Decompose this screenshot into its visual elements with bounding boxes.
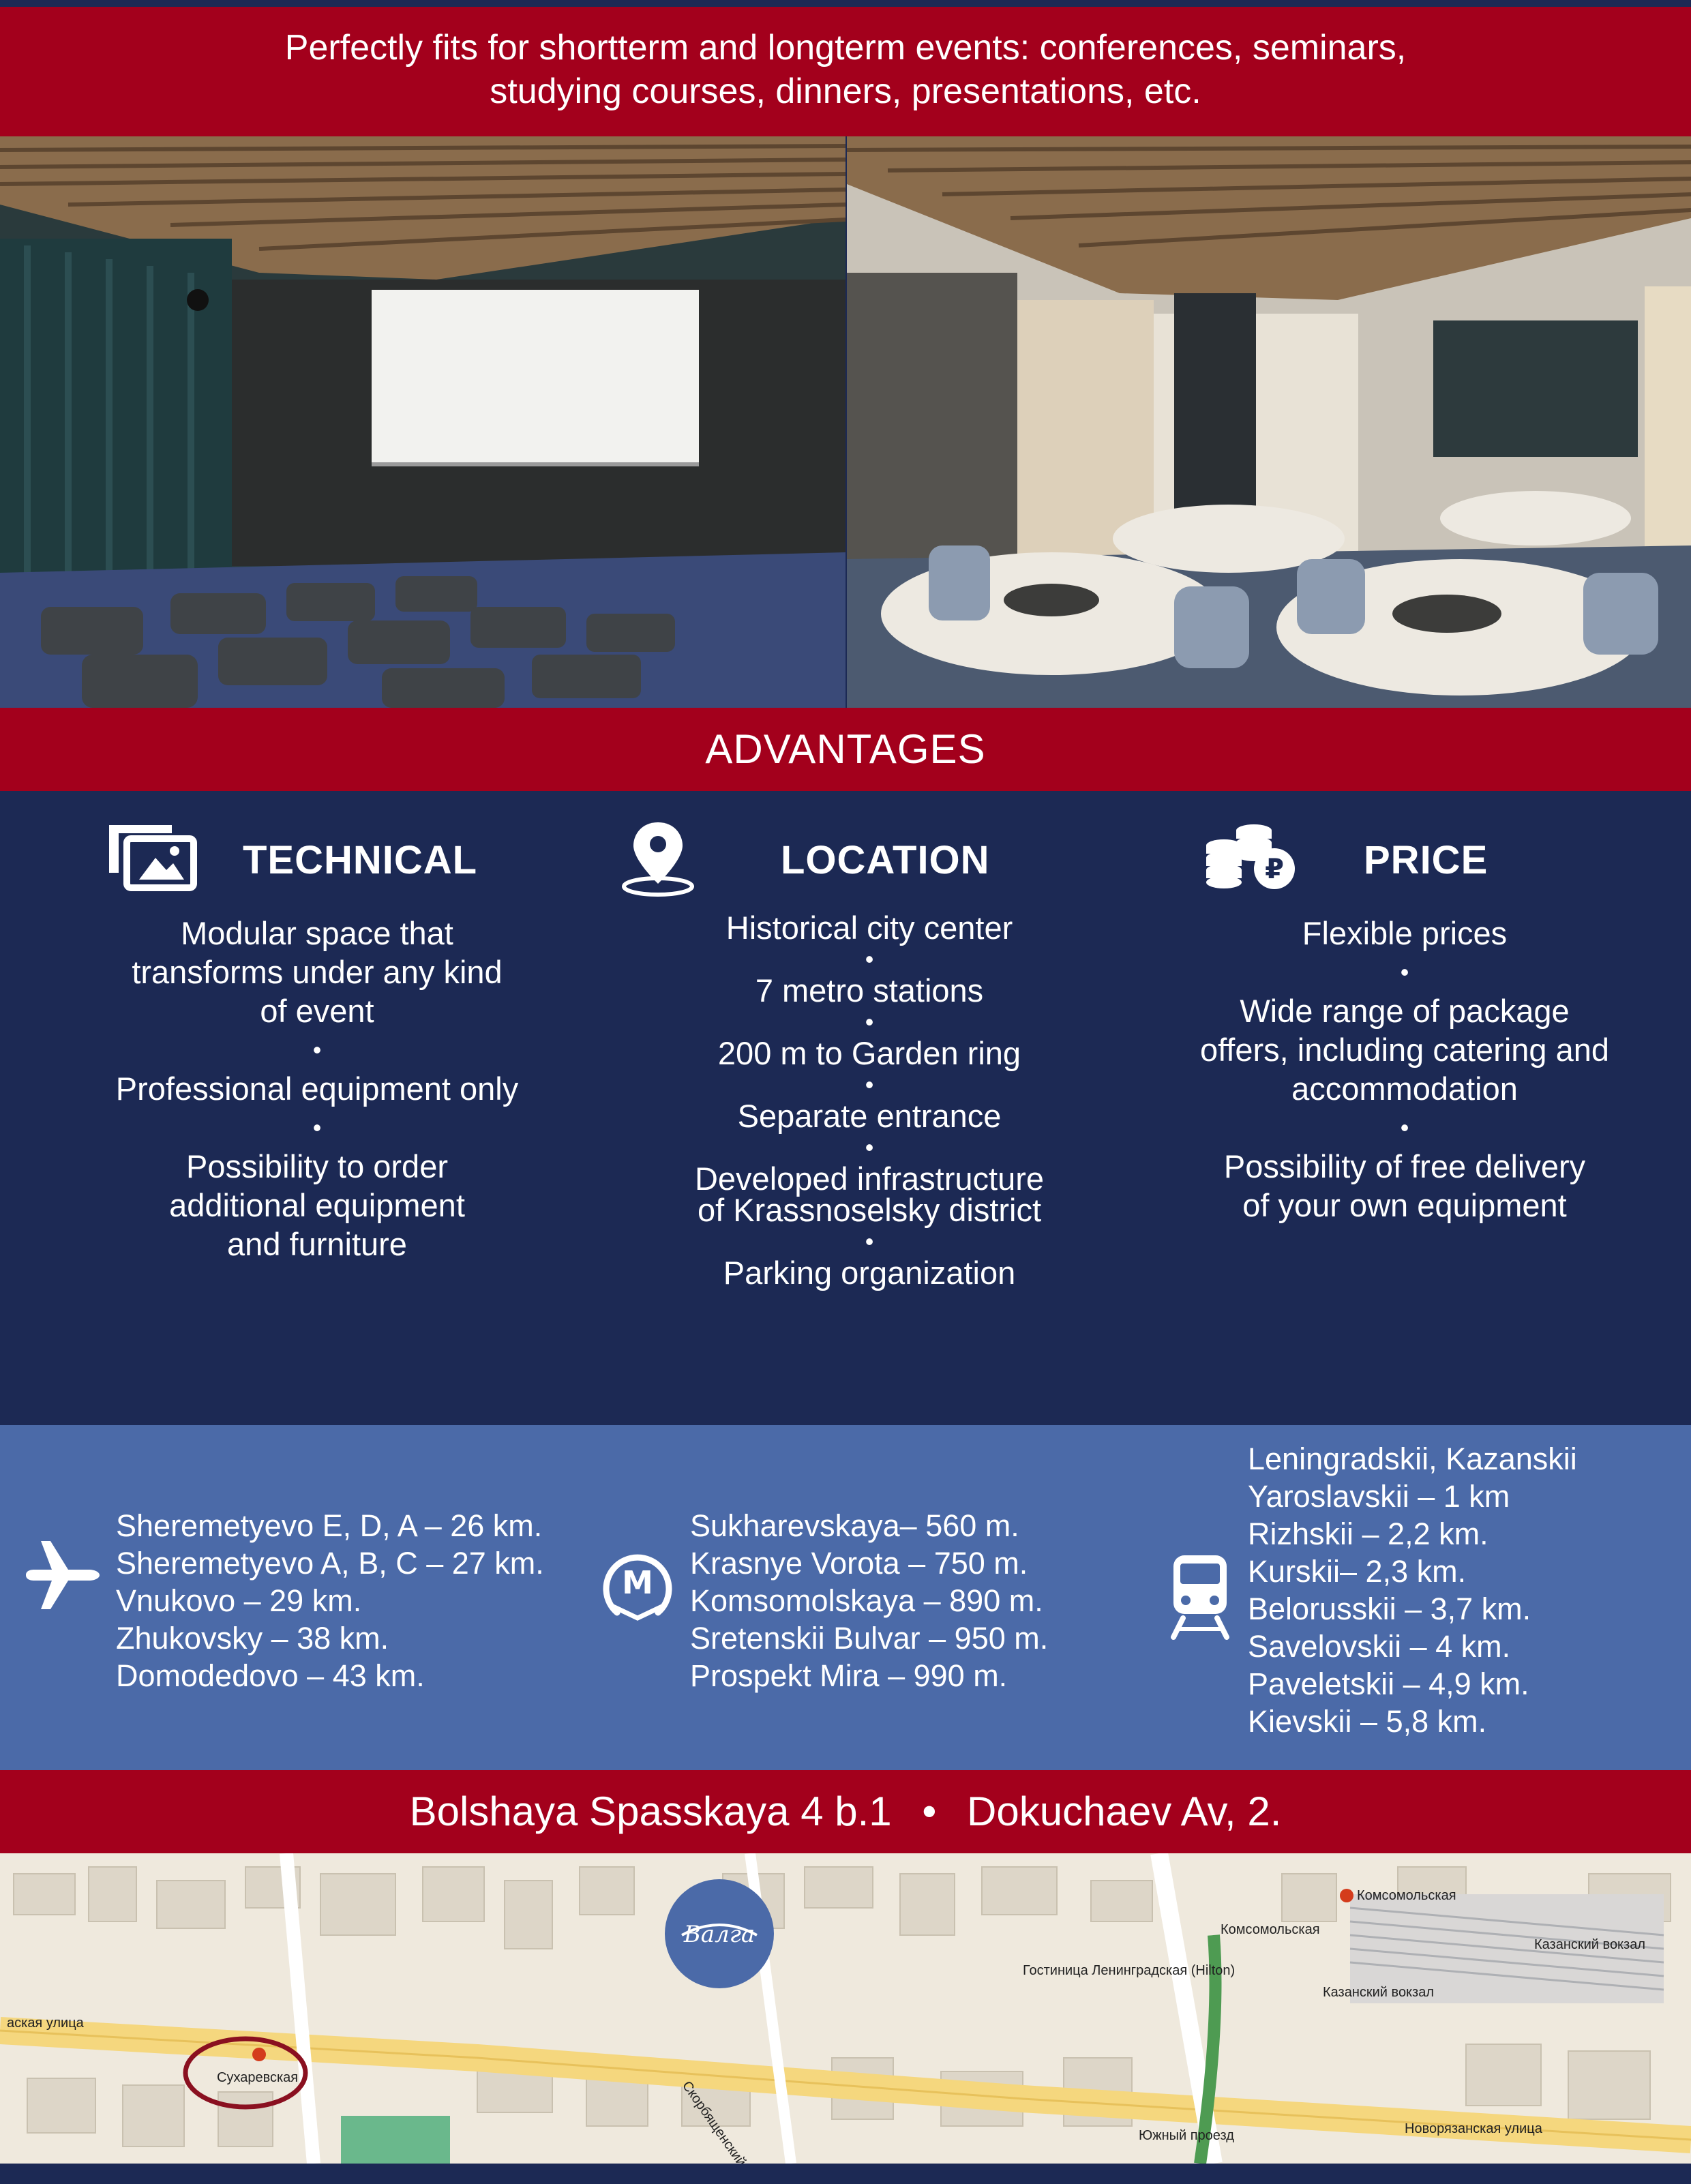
hero-banner — [0, 7, 1691, 136]
bullet-separator: • — [312, 1113, 322, 1141]
bullet-separator: • — [1400, 1113, 1409, 1141]
bullet-separator: • — [312, 1036, 322, 1064]
bullet-separator: • — [865, 1133, 874, 1161]
map-label-sadovaya: аская улица — [7, 2016, 84, 2031]
airport-item: Sheremetyevo E, D, A – 26 km. — [116, 1508, 543, 1543]
location-item: Parking organization — [723, 1255, 1016, 1291]
railway-item: Savelovskii – 4 km. — [1248, 1629, 1511, 1664]
price-list — [1146, 914, 1664, 1225]
gallery-icon — [104, 818, 199, 897]
price-item: Possibility of free delivery — [1223, 1148, 1586, 1184]
bullet-separator: • — [865, 945, 874, 973]
metro-item: Komsomolskaya – 890 m. — [690, 1583, 1043, 1618]
railway-item: Paveletskii – 4,9 km. — [1248, 1666, 1529, 1701]
transport-section — [0, 1425, 1691, 1770]
top-border — [0, 0, 1691, 7]
price-item: accommodation — [1291, 1071, 1518, 1107]
hero-line-2: studying courses, dinners, presentations, etc. — [490, 72, 1201, 111]
airport-item: Domodedovo – 43 km. — [116, 1658, 425, 1693]
address-secondary: Dokuchaev Av, 2. — [967, 1789, 1282, 1834]
airport-item: Zhukovsky – 38 km. — [116, 1621, 389, 1656]
technical-item: Modular space that — [181, 915, 453, 951]
location-item: Historical city center — [725, 910, 1013, 946]
map-label-kazansky: Казанский вокзал — [1323, 1985, 1434, 2000]
svg-text:₽: ₽ — [1265, 854, 1284, 885]
airport-item: Vnukovo – 29 km. — [116, 1583, 362, 1618]
railway-item: Kievskii – 5,8 km. — [1248, 1704, 1487, 1739]
hero-line-1: Perfectly fits for shortterm and longterm events: conferences, seminars, — [284, 28, 1407, 68]
price-column — [1146, 791, 1664, 1425]
technical-item: transforms under any kind — [132, 954, 503, 990]
metro-item: Sukharevskaya– 560 m. — [690, 1508, 1019, 1543]
technical-list — [41, 914, 593, 1263]
location-map[interactable] — [0, 1853, 1691, 2164]
bullet-separator: • — [1400, 958, 1409, 986]
price-item: of your own equipment — [1242, 1187, 1567, 1223]
technical-header — [41, 818, 593, 900]
price-header — [1146, 818, 1664, 900]
map-logo-text: Валга — [683, 1921, 755, 1948]
address-primary: Bolshaya Spasskaya 4 b.1 — [409, 1789, 892, 1834]
map-label-novoryazanskaya: Новорязанская улица — [1405, 2121, 1542, 2136]
railway-item: Belorusskii – 3,7 km. — [1248, 1591, 1531, 1626]
svg-text:M: M — [622, 1564, 653, 1601]
bottom-border — [0, 2164, 1691, 2184]
train-icon — [1169, 1551, 1231, 1643]
address-bar — [0, 1770, 1691, 1853]
metro-item: Prospekt Mira – 990 m. — [690, 1658, 1008, 1693]
metro-item: Sretenskii Bulvar – 950 m. — [690, 1621, 1049, 1656]
location-title: LOCATION — [781, 838, 990, 882]
photo-strip — [0, 136, 1691, 708]
metro-item: Krasnye Vorota – 750 m. — [690, 1546, 1028, 1581]
technical-column — [41, 791, 593, 1425]
technical-item: of event — [260, 993, 374, 1029]
location-item: 200 m to Garden ring — [717, 1035, 1021, 1071]
location-header — [586, 818, 1152, 900]
technical-item: Possibility to order — [186, 1148, 448, 1184]
bullet-separator: • — [865, 1227, 874, 1255]
bullet-separator: • — [865, 1071, 874, 1098]
bullet-separator: • — [865, 1008, 874, 1036]
technical-item: additional equipment — [169, 1187, 465, 1223]
technical-item: and furniture — [227, 1226, 407, 1262]
price-title: PRICE — [1364, 838, 1488, 882]
map-label-sukharevskaya: Сухаревская — [217, 2070, 299, 2085]
airports-list — [116, 1507, 544, 1694]
railway-item: Leningradskii, Kazanskii — [1248, 1441, 1577, 1476]
price-item: Flexible prices — [1302, 915, 1508, 951]
railway-item: Rizhskii – 2,2 km. — [1248, 1516, 1488, 1551]
price-item: offers, including catering and — [1199, 1032, 1610, 1068]
location-item: of Krassnoselsky district — [697, 1192, 1042, 1228]
map-label-komsomolskaya-top: Комсомольская — [1357, 1888, 1456, 1903]
location-item: 7 metro stations — [755, 972, 984, 1008]
map-label-hotel: Гостиница Ленинградская (Hilton) — [1023, 1963, 1236, 1978]
airport-item: Sheremetyevo A, B, C – 27 km. — [116, 1546, 544, 1581]
location-item: Separate entrance — [737, 1098, 1002, 1134]
map-label-komsomolskaya: Комсомольская — [1221, 1922, 1320, 1937]
location-item: Developed infrastructure — [694, 1161, 1045, 1197]
railway-item: Kurskii– 2,3 km. — [1248, 1554, 1467, 1589]
railway-item: Yaroslavskii – 1 km — [1248, 1479, 1510, 1514]
banquet-room-photo — [847, 136, 1691, 708]
technical-item: Professional equipment only — [115, 1071, 519, 1107]
airplane-icon — [20, 1534, 102, 1619]
location-column — [586, 791, 1152, 1425]
coins-ruble-icon — [1203, 818, 1299, 897]
technical-title: TECHNICAL — [243, 838, 478, 882]
map-label-skorbyashchensky: Скорбященский — [678, 2078, 749, 2164]
map-label-yuzhny: Южный проезд — [1139, 2128, 1234, 2143]
map-label-kazansky-right: Казанский вокзал — [1534, 1937, 1645, 1952]
advantages-section — [0, 791, 1691, 1425]
map-pin-icon — [617, 818, 699, 903]
metro-list — [690, 1507, 1048, 1694]
advantages-title: ADVANTAGES — [0, 708, 1691, 791]
address-separator: • — [922, 1789, 937, 1834]
conference-room-photo — [0, 136, 846, 708]
railway-list — [1248, 1440, 1577, 1740]
price-item: Wide range of package — [1240, 993, 1570, 1029]
location-list — [586, 912, 1152, 1289]
metro-icon — [597, 1544, 678, 1630]
